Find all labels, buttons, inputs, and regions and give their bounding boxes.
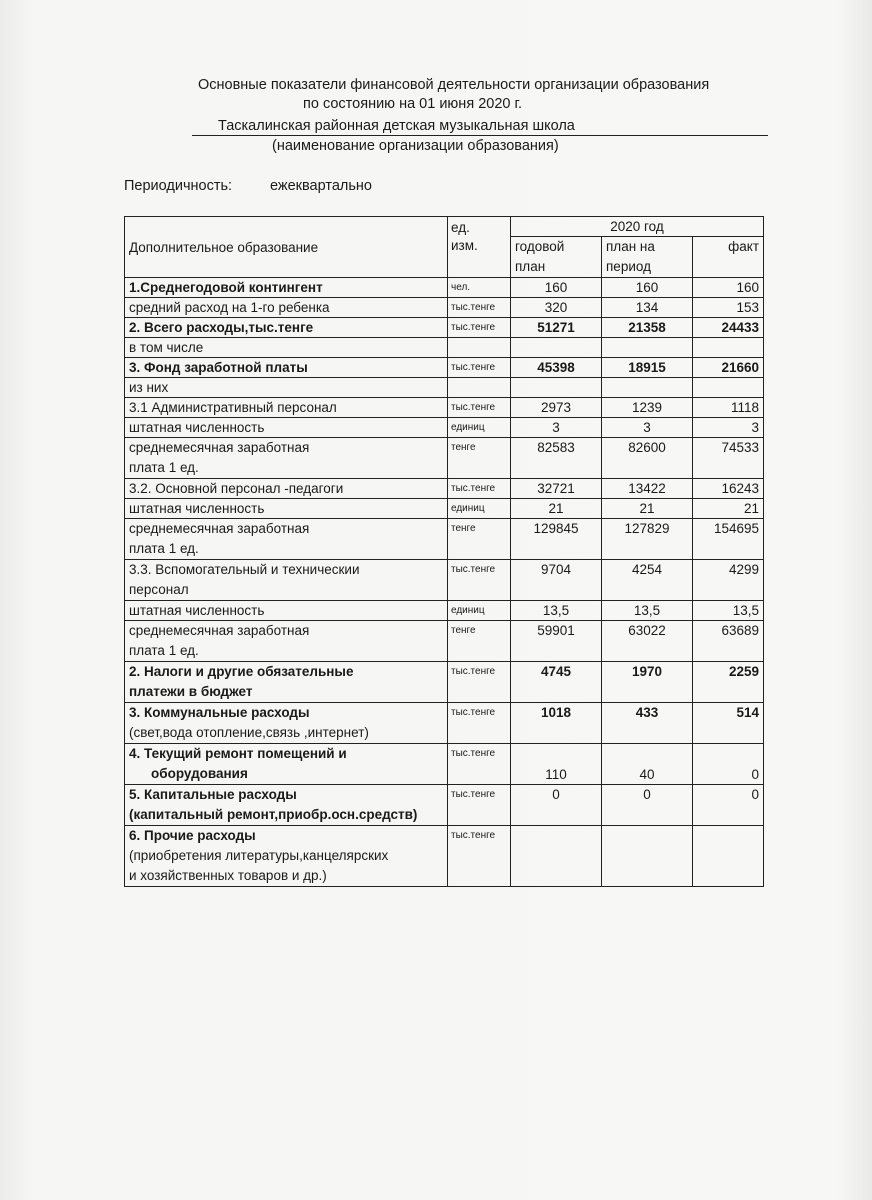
row-unit: тыс.тенге: [448, 662, 511, 703]
row-annual: 13,5: [511, 601, 602, 621]
row-plan: 160: [602, 278, 693, 298]
row-label-line1: 5. Капитальные расходы: [129, 787, 297, 802]
row-unit: тыс.тенге: [448, 358, 511, 378]
header-annual: [511, 237, 602, 278]
table-row: [125, 358, 764, 378]
header-annual-line2: план: [515, 259, 546, 274]
row-unit: тыс.тенге: [448, 318, 511, 338]
row-label-line2: плата 1 ед.: [129, 460, 199, 475]
table-row: [125, 438, 764, 479]
row-fact: [693, 826, 764, 887]
row-unit: единиц: [448, 601, 511, 621]
table-row: [125, 826, 764, 887]
row-fact: 63689: [693, 621, 764, 662]
row-fact: 153: [693, 298, 764, 318]
header-plan-line1: план на: [606, 239, 655, 254]
row-label-line2: оборудования: [151, 766, 248, 781]
row-annual: [511, 826, 602, 887]
periodicity-label: Периодичность:: [124, 178, 233, 194]
header-plan: [602, 237, 693, 278]
row-label: 3.2. Основной персонал -педагоги: [125, 479, 448, 499]
row-label-line2: персонал: [129, 582, 189, 597]
row-annual: [511, 378, 602, 398]
row-annual: 32721: [511, 479, 602, 499]
row-label-line1: 4. Текущий ремонт помещений и: [129, 746, 347, 761]
row-label-line1: 6. Прочие расходы: [129, 828, 256, 843]
table-row: [125, 278, 764, 298]
table-row: [125, 662, 764, 703]
row-annual: 110: [511, 744, 602, 785]
row-annual: 3: [511, 418, 602, 438]
header-unit: [448, 217, 511, 278]
row-label: средний расход на 1-го ребенка: [125, 298, 448, 318]
row-fact: 16243: [693, 479, 764, 499]
row-annual: 21: [511, 499, 602, 519]
row-fact: 154695: [693, 519, 764, 560]
row-label-line2: (свет,вода отопление,связь ,интернет): [129, 725, 369, 740]
row-plan: 1970: [602, 662, 693, 703]
table-row: [125, 785, 764, 826]
row-label-line2: (приобретения литературы,канцелярских: [129, 848, 389, 863]
row-unit: [448, 338, 511, 358]
row-plan: 13422: [602, 479, 693, 499]
row-fact: 21: [693, 499, 764, 519]
row-fact: 514: [693, 703, 764, 744]
row-annual: 320: [511, 298, 602, 318]
row-unit: тыс.тенге: [448, 826, 511, 887]
table-row: [125, 418, 764, 438]
row-unit: тыс.тенге: [448, 298, 511, 318]
row-fact: [693, 378, 764, 398]
periodicity-value: ежеквартально: [270, 178, 372, 194]
row-label: [125, 826, 448, 887]
row-plan: 0: [602, 785, 693, 826]
row-unit: единиц: [448, 418, 511, 438]
row-label-line1: среднемесячная заработная: [129, 521, 310, 536]
row-fact: 160: [693, 278, 764, 298]
row-label: 1.Среднегодовой контингент: [125, 278, 448, 298]
title-line-2: по состоянию на 01 июня 2020 г.: [303, 96, 523, 112]
row-label-line3: и хозяйственных товаров и др.): [129, 868, 327, 883]
row-label: штатная численность: [125, 499, 448, 519]
row-label: [125, 662, 448, 703]
organization-name: Таскалинская районная детская музыкальная школа: [218, 118, 575, 134]
row-label-line1: 3.3. Вспомогательный и техническии: [129, 562, 360, 577]
row-label: штатная численность: [125, 418, 448, 438]
row-annual: 9704: [511, 560, 602, 601]
table-row: [125, 378, 764, 398]
row-label: [125, 744, 448, 785]
row-annual: 4745: [511, 662, 602, 703]
row-label: [125, 621, 448, 662]
row-unit: тенге: [448, 621, 511, 662]
row-unit: тенге: [448, 438, 511, 479]
row-unit: тыс.тенге: [448, 398, 511, 418]
row-plan: 4254: [602, 560, 693, 601]
row-annual: 1018: [511, 703, 602, 744]
row-unit: тыс.тенге: [448, 785, 511, 826]
row-label: 3.1 Административный персонал: [125, 398, 448, 418]
row-plan: 3: [602, 418, 693, 438]
table-row: [125, 338, 764, 358]
row-plan: 63022: [602, 621, 693, 662]
row-fact: 24433: [693, 318, 764, 338]
row-label: в том числе: [125, 338, 448, 358]
row-annual: 45398: [511, 358, 602, 378]
row-annual: 129845: [511, 519, 602, 560]
row-label: [125, 519, 448, 560]
row-annual: 2973: [511, 398, 602, 418]
row-plan: [602, 378, 693, 398]
financial-table: [124, 216, 764, 887]
header-unit-line2: изм.: [451, 238, 478, 253]
row-plan: 13,5: [602, 601, 693, 621]
row-fact: 1118: [693, 398, 764, 418]
table-row: [125, 560, 764, 601]
row-fact: 13,5: [693, 601, 764, 621]
row-unit: тенге: [448, 519, 511, 560]
row-label-line1: 2. Налоги и другие обязательные: [129, 664, 354, 679]
row-plan: 134: [602, 298, 693, 318]
row-fact: 4299: [693, 560, 764, 601]
row-label: [125, 560, 448, 601]
row-plan: 40: [602, 744, 693, 785]
row-plan: 21: [602, 499, 693, 519]
table-row: [125, 621, 764, 662]
row-label-line1: среднемесячная заработная: [129, 440, 310, 455]
row-label: [125, 703, 448, 744]
row-annual: [511, 338, 602, 358]
row-label: штатная численность: [125, 601, 448, 621]
row-annual: 59901: [511, 621, 602, 662]
row-fact: 0: [693, 785, 764, 826]
row-unit: [448, 378, 511, 398]
row-annual: 51271: [511, 318, 602, 338]
row-plan: 82600: [602, 438, 693, 479]
row-unit: тыс.тенге: [448, 703, 511, 744]
table-row: [125, 398, 764, 418]
organization-caption: (наименование организации образования): [272, 138, 559, 154]
header-year: 2020 год: [511, 217, 764, 237]
row-label: [125, 438, 448, 479]
row-label: [125, 785, 448, 826]
row-annual: 0: [511, 785, 602, 826]
row-label-line1: среднемесячная заработная: [129, 623, 310, 638]
row-plan: [602, 338, 693, 358]
table-row: [125, 499, 764, 519]
row-unit: тыс.тенге: [448, 560, 511, 601]
table-row: [125, 519, 764, 560]
row-plan: 127829: [602, 519, 693, 560]
organization-underline: [192, 135, 768, 136]
row-unit: тыс.тенге: [448, 744, 511, 785]
table-row: [125, 703, 764, 744]
document-page: Основные показатели финансовой деятельности организации образования по состоянию на 01 июня 2020 г. Таскалинская районная детская музыкальная школа (наименование организации образования) Периодичность: ежеквартально Дополнительное образование ед. изм. 2020 год годовой план план на период факт 1.Среднегодовой контингент чел. 160 160 160 средний расход на 1-го ребенка тыс.тенге 320 134 153 2. Всего расходы,тыс.тенге тыс.тенге 51271 21358 24433 в том числе 3. Фонд заработной платы тыс.тенге 45398 18915 21660 из них 3.1 Административный персонал тыс.тенге 2973 1239 1118 штатная численность единиц 3 3 3 среднемесячная заработная плата 1 ед. тенге 82583 82600 74533 3.2. Основной персонал -педагоги тыс.тенге 32721 13422 16243 штатная численность единиц 21 21 21 среднемесячная заработная плата 1 ед. тенге 129845 127829 154695 3.3. Вспомогательный и техническии персонал тыс.тенге 9704 4254 4299 штатная численность единиц 13,5 13,5 13,5 среднемесячная заработная плата 1 ед. тенге 59901 63022 63689 2. Налоги и другие обязательные платежи в бюджет тыс.тенге 4745 1970 2259 3. Коммунальные расходы (свет,вода отопление,связь ,интернет) тыс.тенге 1018 433 514 4. Текущий ремонт помещений и оборудования тыс.тенге 110 40 0 5. Капитальные расходы (капитальный ремонт,приобр.осн.средств) тыс.тенге 0 0 0 6. Прочие расходы (приобретения литературы,канцелярских и хозяйственных товаров и др.) тыс.тенге: [0, 0, 872, 1200]
table-row: [125, 601, 764, 621]
table-row: [125, 298, 764, 318]
row-label: 3. Фонд заработной платы: [125, 358, 448, 378]
row-fact: 0: [693, 744, 764, 785]
table-row: [125, 318, 764, 338]
row-plan: 18915: [602, 358, 693, 378]
row-label: 2. Всего расходы,тыс.тенге: [125, 318, 448, 338]
row-label-line2: плата 1 ед.: [129, 541, 199, 556]
table-row: [125, 744, 764, 785]
row-fact: [693, 338, 764, 358]
row-label-line2: платежи в бюджет: [129, 684, 253, 699]
row-fact: 3: [693, 418, 764, 438]
row-annual: 82583: [511, 438, 602, 479]
row-fact: 2259: [693, 662, 764, 703]
header-fact: факт: [693, 237, 764, 278]
table-row: [125, 479, 764, 499]
table-header-row-1: [125, 217, 764, 237]
row-annual: 160: [511, 278, 602, 298]
row-plan: 1239: [602, 398, 693, 418]
periodicity: [124, 178, 372, 194]
header-annual-line1: годовой: [515, 239, 565, 254]
row-plan: 21358: [602, 318, 693, 338]
row-unit: чел.: [448, 278, 511, 298]
row-fact: 21660: [693, 358, 764, 378]
row-label-line1: 3. Коммунальные расходы: [129, 705, 310, 720]
row-fact: 74533: [693, 438, 764, 479]
row-label-line2: (капитальный ремонт,приобр.осн.средств): [129, 807, 418, 822]
row-unit: тыс.тенге: [448, 479, 511, 499]
header-plan-line2: период: [606, 259, 651, 274]
header-title: Дополнительное образование: [125, 217, 448, 278]
row-label: из них: [125, 378, 448, 398]
row-plan: 433: [602, 703, 693, 744]
row-plan: [602, 826, 693, 887]
row-label-line2: плата 1 ед.: [129, 643, 199, 658]
header-unit-line1: ед.: [451, 220, 470, 235]
row-unit: единиц: [448, 499, 511, 519]
